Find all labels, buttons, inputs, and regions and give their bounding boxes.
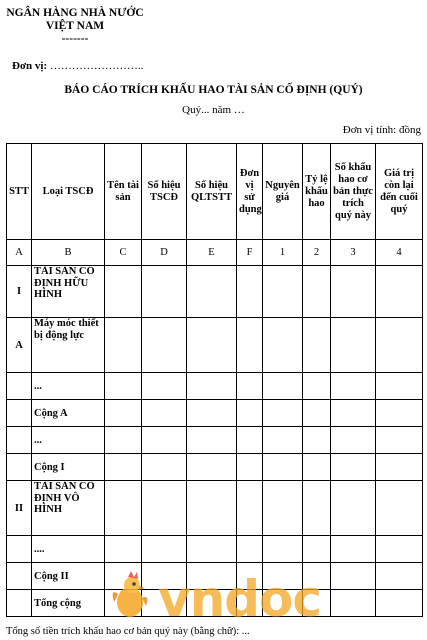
col-header: Số khấu hao cơ bản thực trích quý này (331, 144, 376, 240)
column-code: 4 (376, 240, 423, 266)
row-name: TÀI SẢN CỐ ĐỊNH VÔ HÌNH (32, 481, 105, 536)
rooster-mascot-icon (113, 571, 148, 617)
table-row (7, 318, 423, 373)
row-name: ... (32, 427, 105, 454)
unit-label: Đơn vị: (12, 60, 48, 72)
column-code: F (237, 240, 263, 266)
col-header: Giá trị còn lại đến cuối quý (376, 144, 423, 240)
column-code: B (32, 240, 105, 266)
column-code: C (105, 240, 142, 266)
row-name: ... (32, 373, 105, 400)
row-name: Cộng I (32, 454, 105, 481)
col-header: Tỷ lệ khấu hao (303, 144, 331, 240)
row-name: Máy móc thiết bị động lực (32, 318, 105, 373)
col-header: Tên tài sản (105, 144, 142, 240)
table-row (7, 400, 423, 427)
footer-note: Tổng số tiền trích khấu hao cơ bản quý này (bằng chữ): ... (6, 626, 250, 637)
row-stt: II (7, 481, 32, 536)
org-header (0, 7, 150, 46)
column-code: E (187, 240, 237, 266)
row-name: .... (32, 536, 105, 563)
org-name-line2: VIỆT NAM (45, 20, 105, 32)
watermark-text: vndoc (158, 570, 321, 622)
col-header: Đơn vị sử dụng (237, 144, 263, 240)
row-stt (7, 536, 32, 563)
row-name: TÀI SẢN CỐ ĐỊNH HỮU HÌNH (32, 266, 105, 318)
table-row (7, 481, 423, 536)
row-stt: A (7, 318, 32, 373)
row-name: Tổng cộng (32, 590, 105, 617)
depreciation-table (6, 143, 423, 617)
row-stt: I (7, 266, 32, 318)
table-row (7, 373, 423, 400)
table-row (7, 427, 423, 454)
row-stt (7, 590, 32, 617)
unit-value: …………………….. (47, 60, 144, 72)
unit-line (12, 60, 143, 72)
row-stt (7, 373, 32, 400)
table-row (7, 536, 423, 563)
col-header: Số hiệu TSCĐ (142, 144, 187, 240)
column-code: D (142, 240, 187, 266)
column-code: 3 (331, 240, 376, 266)
row-stt (7, 400, 32, 427)
column-code: 2 (303, 240, 331, 266)
currency-unit: Đơn vị tính: đồng (342, 124, 421, 136)
col-header: STT (7, 144, 32, 240)
row-name: Cộng A (32, 400, 105, 427)
row-name: Cộng II (32, 563, 105, 590)
table-row (7, 454, 423, 481)
col-header: Nguyên giá (263, 144, 303, 240)
column-code: A (7, 240, 32, 266)
col-header: Loại TSCĐ (32, 144, 105, 240)
report-title: BÁO CÁO TRÍCH KHẤU HAO TÀI SẢN CỐ ĐỊNH (QUÝ) (64, 84, 363, 96)
row-stt (7, 454, 32, 481)
header-row (7, 144, 423, 240)
org-dashes: ------- (61, 33, 89, 45)
column-code-row (7, 240, 423, 266)
table-row (7, 266, 423, 318)
col-header: Số hiệu QLTSTT (187, 144, 237, 240)
report-period: Quý... năm … (182, 104, 245, 116)
row-stt (7, 427, 32, 454)
vndoc-watermark (108, 570, 328, 622)
row-stt (7, 563, 32, 590)
org-name-line1: NGÂN HÀNG NHÀ NƯỚC (6, 7, 144, 19)
column-code: 1 (263, 240, 303, 266)
